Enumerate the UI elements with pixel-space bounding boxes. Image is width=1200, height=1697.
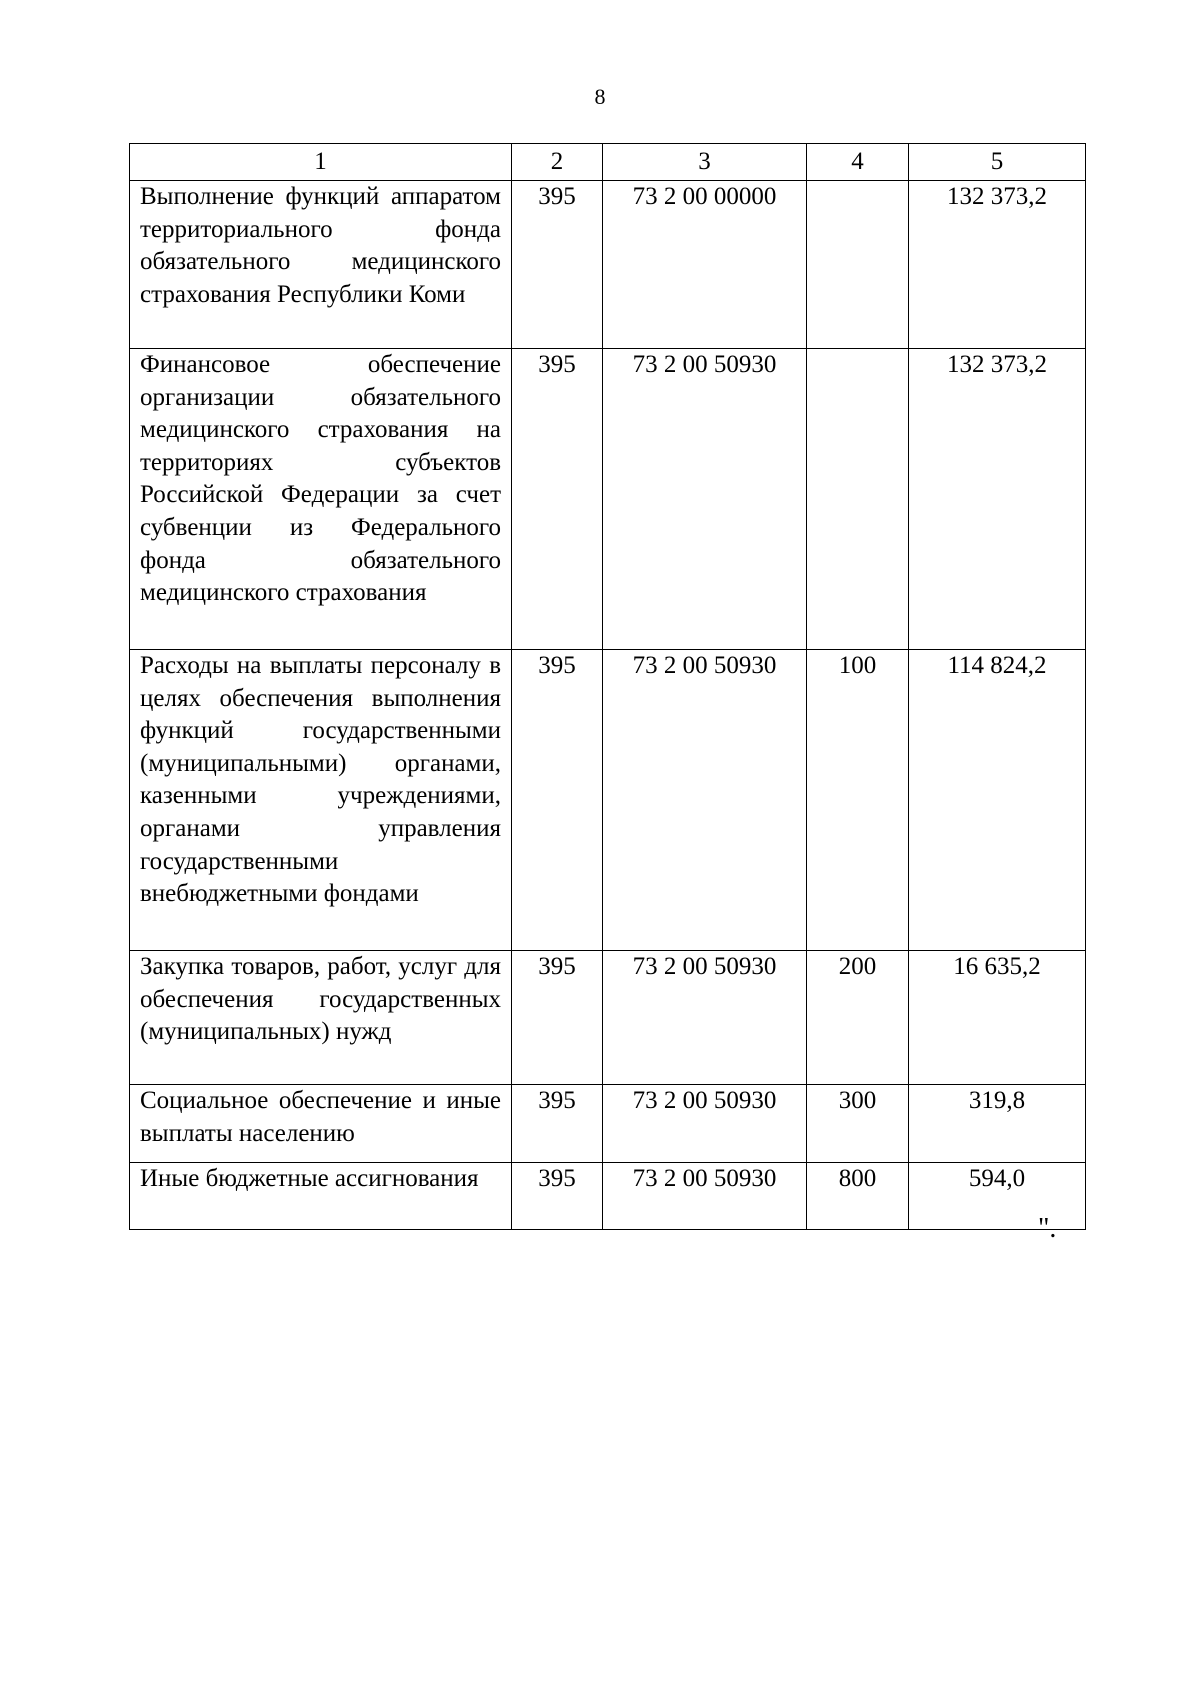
row-amount: 132 373,2 bbox=[909, 181, 1086, 349]
row-admin-code: 395 bbox=[512, 951, 603, 1085]
column-header: 3 bbox=[603, 144, 807, 181]
row-amount: 319,8 bbox=[909, 1085, 1086, 1163]
row-description: Финансовое обеспечение организации обязательного медицинского страхования на территориях субъектов Российской Федерации за счет субвенции из Федерального фонда обязательного медицинского страхования bbox=[130, 349, 512, 650]
row-admin-code: 395 bbox=[512, 181, 603, 349]
closing-quote-mark: ". bbox=[1038, 1213, 1057, 1244]
row-target-code: 73 2 00 50930 bbox=[603, 1085, 807, 1163]
column-header: 4 bbox=[807, 144, 909, 181]
row-expense-type: 300 bbox=[807, 1085, 909, 1163]
row-amount: 114 824,2 bbox=[909, 650, 1086, 951]
row-target-code: 73 2 00 50930 bbox=[603, 1163, 807, 1230]
row-description: Выполнение функций аппаратом территориального фонда обязательного медицинского страхования Республики Коми bbox=[130, 181, 512, 349]
budget-table bbox=[129, 143, 1086, 1230]
row-target-code: 73 2 00 00000 bbox=[603, 181, 807, 349]
page-number: 8 bbox=[594, 84, 606, 109]
row-description: Закупка товаров, работ, услуг для обеспечения государственных (муниципальных) нужд bbox=[130, 951, 512, 1085]
table-row bbox=[130, 181, 1086, 349]
row-admin-code: 395 bbox=[512, 349, 603, 650]
row-expense-type: 100 bbox=[807, 650, 909, 951]
table-row bbox=[130, 650, 1086, 951]
row-admin-code: 395 bbox=[512, 650, 603, 951]
row-expense-type bbox=[807, 181, 909, 349]
row-target-code: 73 2 00 50930 bbox=[603, 951, 807, 1085]
row-admin-code: 395 bbox=[512, 1163, 603, 1230]
row-expense-type bbox=[807, 349, 909, 650]
row-target-code: 73 2 00 50930 bbox=[603, 349, 807, 650]
row-amount: 594,0 bbox=[909, 1163, 1086, 1230]
row-amount: 16 635,2 bbox=[909, 951, 1086, 1085]
table-row bbox=[130, 951, 1086, 1085]
row-amount: 132 373,2 bbox=[909, 349, 1086, 650]
table-header-row bbox=[130, 144, 1086, 181]
row-expense-type: 200 bbox=[807, 951, 909, 1085]
row-description: Иные бюджетные ассигнования bbox=[130, 1163, 512, 1230]
table-row bbox=[130, 1085, 1086, 1163]
table-row bbox=[130, 1163, 1086, 1230]
table-row bbox=[130, 349, 1086, 650]
column-header: 2 bbox=[512, 144, 603, 181]
row-description: Расходы на выплаты персоналу в целях обеспечения выполнения функций государственными (муниципальными) органами, казенными учреждениями, органами управления государственными внебюджетными фондами bbox=[130, 650, 512, 951]
row-description: Социальное обеспечение и иные выплаты населению bbox=[130, 1085, 512, 1163]
column-header: 1 bbox=[130, 144, 512, 181]
row-expense-type: 800 bbox=[807, 1163, 909, 1230]
row-target-code: 73 2 00 50930 bbox=[603, 650, 807, 951]
column-header: 5 bbox=[909, 144, 1086, 181]
row-admin-code: 395 bbox=[512, 1085, 603, 1163]
